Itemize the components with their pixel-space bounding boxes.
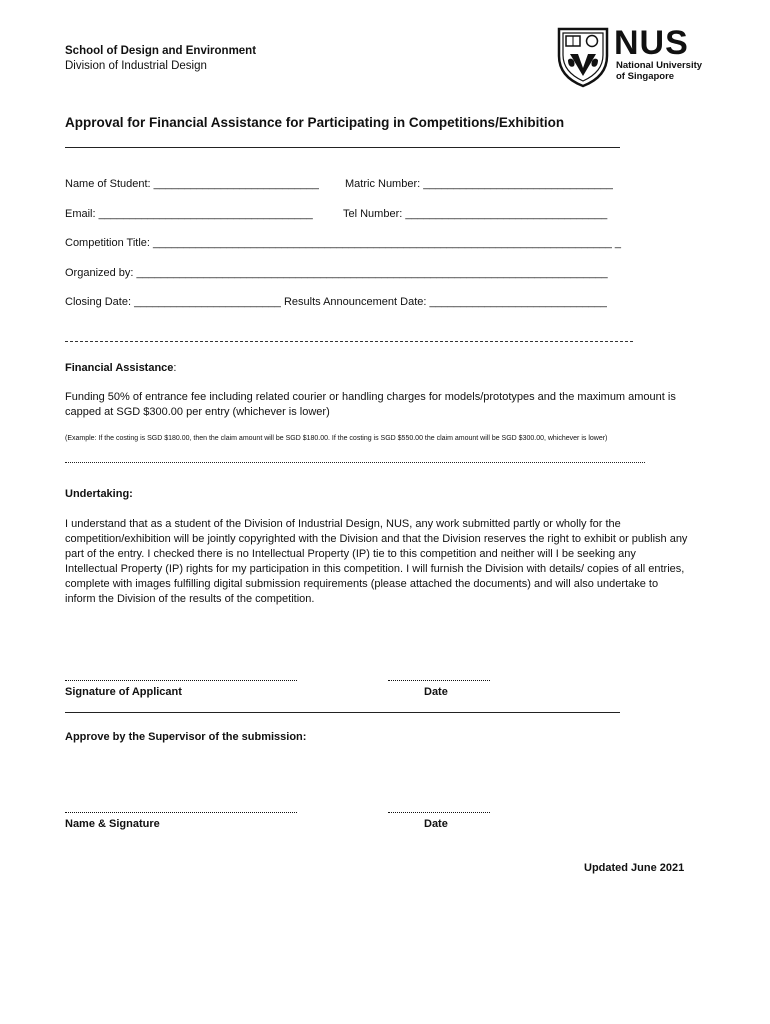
school-name: School of Design and Environment	[65, 45, 257, 57]
organized-by-field[interactable]: Organized by: _____________________________________________________________________________	[65, 267, 608, 279]
logo-subtitle-line1: National University	[616, 60, 703, 71]
supervisor-date-line[interactable]	[388, 812, 490, 813]
applicant-date-line[interactable]	[388, 680, 490, 681]
updated-date: Updated June 2021	[584, 862, 685, 874]
signature-rule	[65, 712, 620, 713]
matric-number-field[interactable]: Matric Number: _______________________________	[345, 178, 613, 190]
supervisor-date-label: Date	[424, 818, 448, 830]
applicant-date-label: Date	[424, 686, 448, 698]
competition-title-field[interactable]: Competition Title: ___________________________________________________________________________ _	[65, 237, 622, 249]
nus-crest-icon	[556, 26, 610, 88]
supervisor-signature-line[interactable]	[65, 812, 297, 813]
financial-heading-text: Financial Assistance	[65, 362, 174, 374]
supervisor-name-label: Name & Signature	[65, 818, 160, 830]
section-divider	[65, 341, 633, 342]
student-name-field[interactable]: Name of Student: ___________________________	[65, 178, 319, 190]
applicant-signature-line[interactable]	[65, 680, 297, 681]
supervisor-heading: Approve by the Supervisor of the submission:	[65, 731, 307, 743]
undertaking-heading: Undertaking:	[65, 488, 133, 500]
logo-subtitle-line2: of Singapore	[616, 71, 675, 82]
financial-heading	[65, 362, 176, 374]
email-field[interactable]: Email: ___________________________________	[65, 208, 313, 220]
example-divider	[65, 462, 645, 463]
title-rule	[65, 147, 620, 148]
page-title: Approval for Financial Assistance for Participating in Competitions/Exhibition	[65, 115, 565, 130]
applicant-signature-label: Signature of Applicant	[65, 686, 182, 698]
financial-example: (Example: If the costing is SGD $180.00, then the claim amount will be SGD $180.00. If the costing is SGD $550.00 the claim amount will be SGD $300.00, whichever is lower)	[65, 435, 608, 442]
nus-logo	[556, 24, 706, 88]
logo-wordmark: NUS	[614, 24, 689, 62]
closing-date-field[interactable]: Closing Date: ________________________ Results Announcement Date: _____________________________	[65, 296, 607, 308]
financial-heading-colon: :	[173, 362, 177, 374]
logo-subtitle	[616, 60, 702, 82]
tel-number-field[interactable]: Tel Number: _________________________________	[343, 208, 608, 220]
division-name: Division of Industrial Design	[65, 60, 207, 72]
financial-body: Funding 50% of entrance fee including related courier or handling charges for models/prototypes and the maximum amount is capped at SGD $300.00 per entry (whichever is lower)	[65, 391, 676, 418]
undertaking-body: I understand that as a student of the Division of Industrial Design, NUS, any work submitted partly or wholly for the competition/exhibition will be jointly copyrighted with the Division and that the Division reserves the right to exhibit or publish any part of the entry. I checked there is no Intellectual Property (IP) tie to this competition and neither will I be seeking any Intellectual Property (IP) rights for my participation in this competition. I will furnish the Division with details/ copies of all entries, complete with images fulfilling digital submission requirements (please attached the documents) and will also undertake to inform the Division of the results of the competition.	[65, 518, 688, 605]
